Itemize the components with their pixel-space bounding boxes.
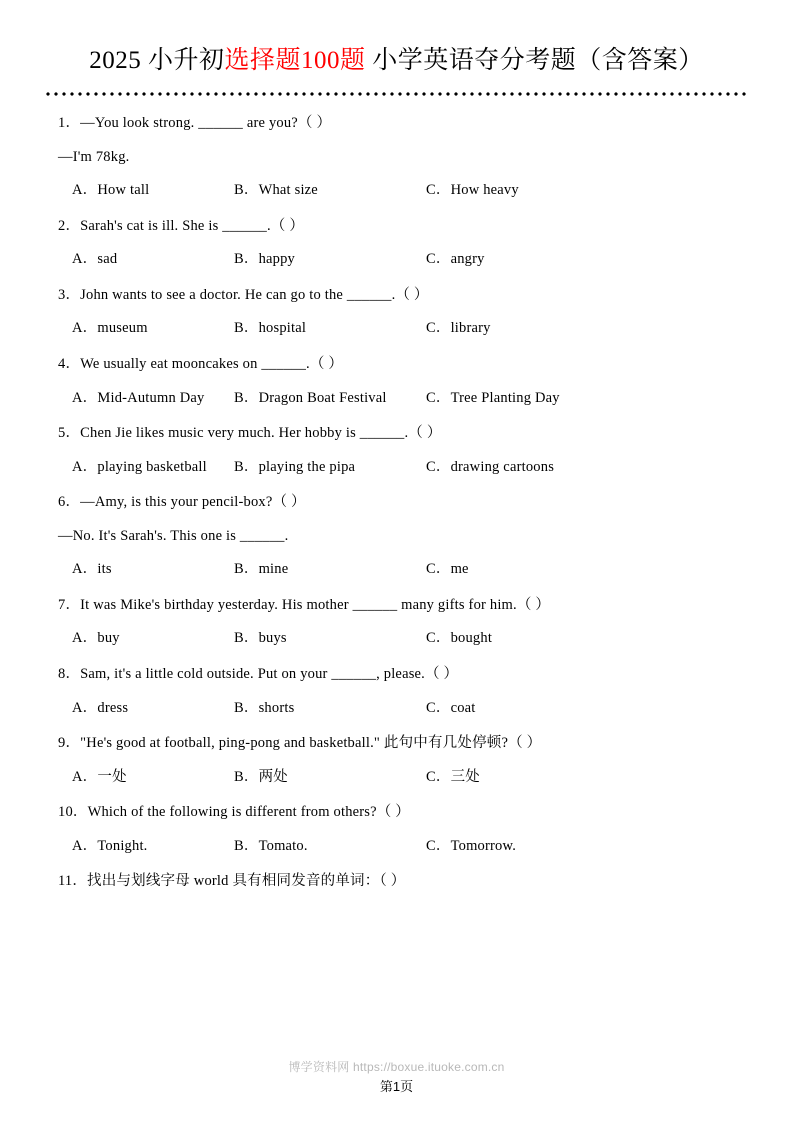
option-b[interactable]: B．buys (234, 630, 287, 647)
question-options (58, 389, 735, 409)
option-a[interactable]: A．museum (72, 320, 148, 337)
title-part-2: 选择题100题 (224, 47, 366, 74)
option-a[interactable]: A．一处 (72, 768, 127, 785)
option-a[interactable]: A．buy (72, 630, 120, 647)
option-a[interactable]: A．playing basketball (72, 458, 207, 475)
question-stem: 3．John wants to see a doctor. He can go to the ______.（ ） (58, 286, 429, 303)
question-item (58, 217, 735, 270)
option-c[interactable]: C．me (426, 561, 469, 578)
title-divider (44, 92, 749, 96)
question-stem: 7．It was Mike's birthday yesterday. His mother ______ many gifts for him.（ ） (58, 596, 551, 613)
question-item (58, 355, 735, 408)
option-b[interactable]: B．Tomato. (234, 837, 308, 854)
question-options (58, 560, 735, 580)
question-stem: 2．Sarah's cat is ill. She is ______.（ ） (58, 217, 305, 234)
option-c[interactable]: C．bought (426, 630, 493, 647)
option-b[interactable]: B．shorts (234, 699, 295, 716)
option-c[interactable]: C．drawing cartoons (426, 458, 555, 475)
question-item (58, 596, 735, 649)
question-options (58, 629, 735, 649)
option-c[interactable]: C．Tomorrow. (426, 837, 517, 854)
question-stem: 9．"He's good at football, ping-pong and basketball." 此句中有几处停顿?（ ） (58, 735, 542, 752)
option-c[interactable]: C．angry (426, 251, 485, 268)
question-continuation: —No. It's Sarah's. This one is ______. (58, 527, 289, 544)
option-a[interactable]: A．its (72, 561, 112, 578)
page-footer (0, 1076, 793, 1096)
option-b[interactable]: B．两处 (234, 768, 288, 785)
question-stem: 11．找出与划线字母 world 具有相同发音的单词：（ ） (58, 873, 406, 890)
watermark: 博学资料网 https://boxue.ituoke.com.cn (288, 1060, 505, 1074)
question-stem: 8．Sam, it's a little cold outside. Put on your ______, please.（ ） (58, 666, 459, 682)
option-b[interactable]: B．mine (234, 561, 289, 578)
option-b[interactable]: B．What size (234, 182, 318, 199)
question-stem: 5．Chen Jie likes music very much. Her hobby is ______.（ ） (58, 425, 442, 442)
question-stem: 1．—You look strong. ______ are you?（ ） (58, 115, 332, 131)
question-options (58, 837, 735, 857)
question-item (58, 424, 735, 477)
question-continuation: —I'm 78kg. (58, 148, 130, 165)
question-item (58, 803, 735, 856)
question-item (58, 872, 735, 892)
option-a[interactable]: A．sad (72, 251, 118, 268)
question-item (58, 286, 735, 339)
option-c[interactable]: C．三处 (426, 768, 480, 785)
title-part-1: 2025 小升初 (89, 47, 225, 74)
title-part-3: 小学英语夺分考题（含答案） (365, 47, 704, 74)
option-a[interactable]: A．dress (72, 699, 129, 716)
question-item (58, 665, 735, 718)
option-a[interactable]: A．How tall (72, 182, 150, 199)
page-number: 第1页 (379, 1079, 414, 1094)
option-c[interactable]: C．How heavy (426, 182, 519, 199)
option-c[interactable]: C．library (426, 320, 491, 337)
question-stem: 10．Which of the following is different from others?（ ） (58, 804, 411, 821)
option-a[interactable]: A．Tonight. (72, 837, 148, 854)
questions-list (40, 114, 753, 892)
question-stem: 6．—Amy, is this your pencil-box?（ ） (58, 494, 306, 511)
option-b[interactable]: B．hospital (234, 320, 307, 337)
question-options (58, 319, 735, 339)
question-item (58, 734, 735, 787)
question-options (58, 181, 735, 201)
question-item (58, 493, 735, 580)
option-b[interactable]: B．happy (234, 251, 296, 268)
question-options (58, 250, 735, 270)
option-c[interactable]: C．Tree Planting Day (426, 389, 560, 406)
option-b[interactable]: B．Dragon Boat Festival (234, 389, 387, 406)
option-a[interactable]: A．Mid-Autumn Day (72, 389, 205, 406)
option-b[interactable]: B．playing the pipa (234, 458, 356, 475)
question-options (58, 458, 735, 478)
question-options (58, 699, 735, 719)
question-options (58, 768, 735, 788)
question-stem: 4．We usually eat mooncakes on ______.（ ） (58, 355, 344, 372)
option-c[interactable]: C．coat (426, 699, 476, 716)
question-item (58, 114, 735, 201)
page-title (40, 0, 753, 76)
